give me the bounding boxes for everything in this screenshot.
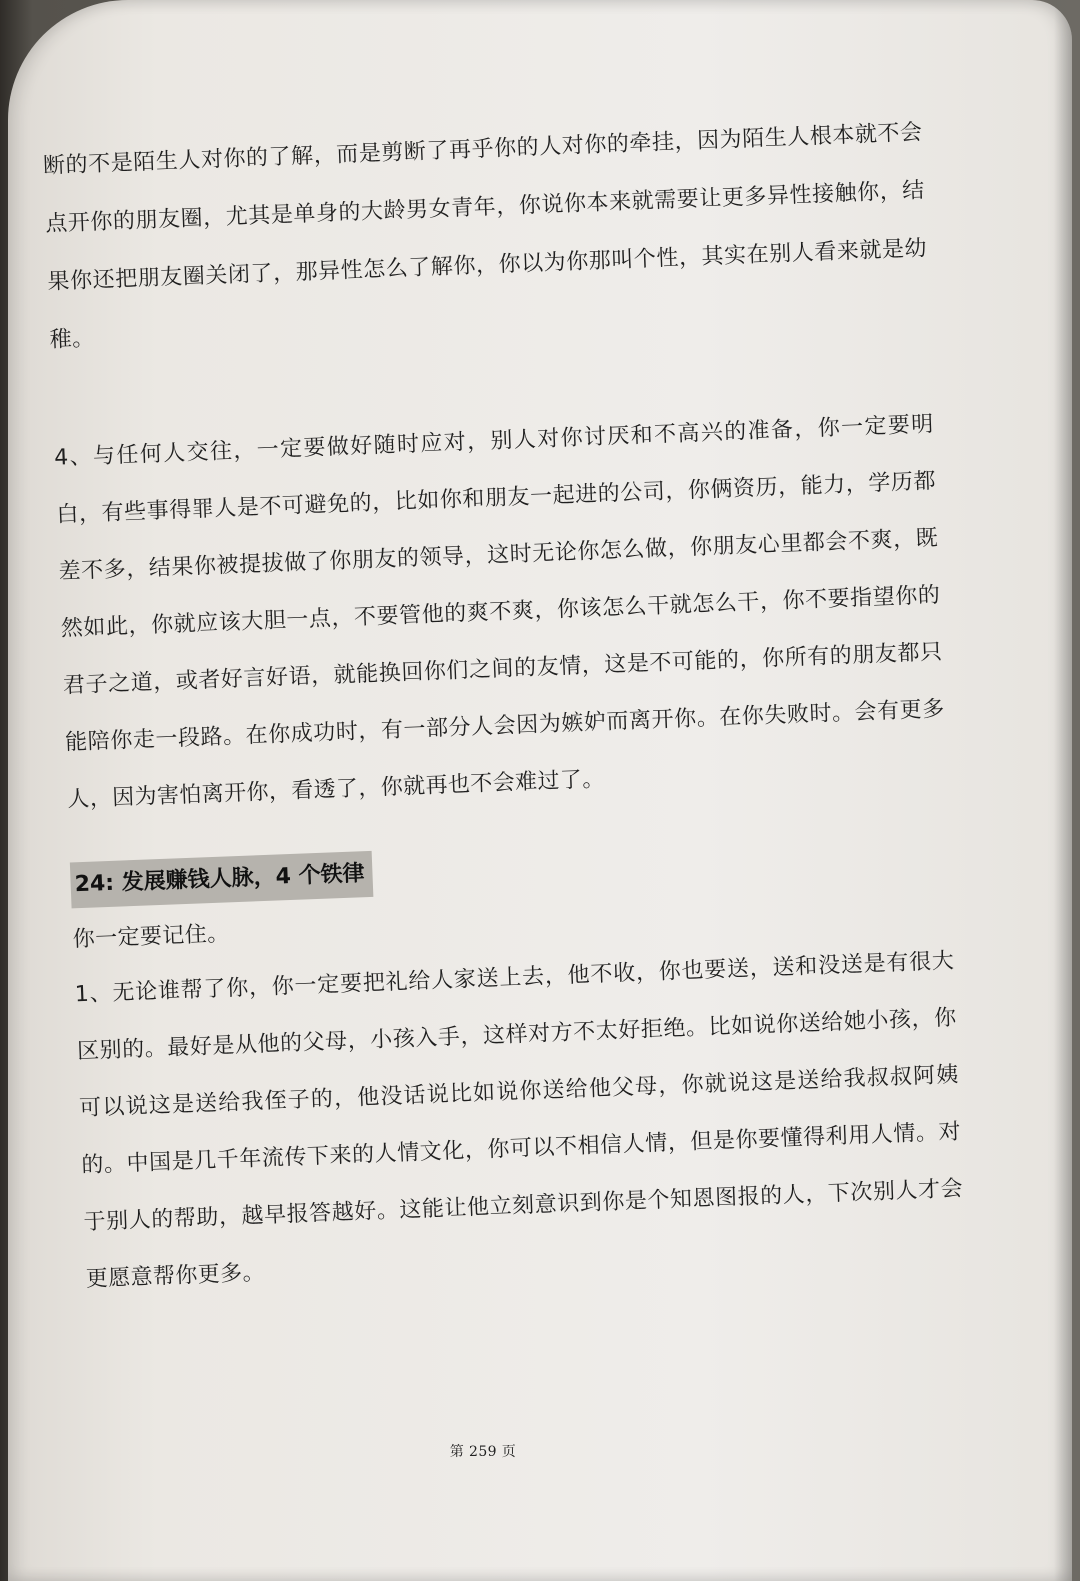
page-number: 第 259 页 xyxy=(449,1444,517,1460)
page-content xyxy=(42,104,966,1308)
paragraph-2: 4、与任何人交往，一定要做好随时应对，别人对你讨厌和不高兴的准备，你一定要明白，有些事得罪人是不可避免的，比如你和朋友一起进的公司，你俩资历，能力，学历都差不多，结果你被提拔做了你朋友的领导，这时无论你怎么做，你朋友心里都会不爽，既然如此，你就应该大胆一点，不要管他的爽不爽，你该怎么干就怎么干，你不要指望你的君子之道，或者好言好语，就能换回你们之间的友情，这是不可能的，你所有的朋友都只能陪你走一段路。在你成功时，有一部分人会因为嫉妒而离开你。在你失败时。会有更多人，因为害怕离开你，看透了，你就再也不会难过了。 xyxy=(53,411,946,813)
book-page xyxy=(8,0,1072,1581)
page-edge-shadow xyxy=(1054,0,1072,1581)
paragraph-3: 你一定要记住。 xyxy=(72,921,230,953)
paragraph-4: 1、无论谁帮了你，你一定要把礼给人家送上去，他不收，你也要送，送和没送是有很大区别的。最好是从他的父母，小孩入手，这样对方不太好拒绝。比如说你送给她小孩，你可以说这是送给我侄子的，他没话说比如说你送给他父母，你就说这是送给我叔叔阿姨的。中国是几千年流传下来的人情文化，你可以不相信人情，但是你要懂得利用人情。对于别人的帮助，越早报答越好。这能让他立刻意识到你是个知恩图报的人，下次别人才会更愿意帮你更多。 xyxy=(74,948,964,1293)
section-heading: 24: 发展赚钱人脉，4 个铁律 xyxy=(70,851,374,909)
paragraph-1: 断的不是陌生人对你的了解，而是剪断了再乎你的人对你的牵挂，因为陌生人根本就不会点开你的朋友圈，尤其是单身的大龄男女青年，你说你本来就需要让更多异性接触你，结果你还把朋友圈关闭了，那异性怎么了解你，你以为你那叫个性，其实在别人看来就是幼稚。 xyxy=(42,120,928,353)
